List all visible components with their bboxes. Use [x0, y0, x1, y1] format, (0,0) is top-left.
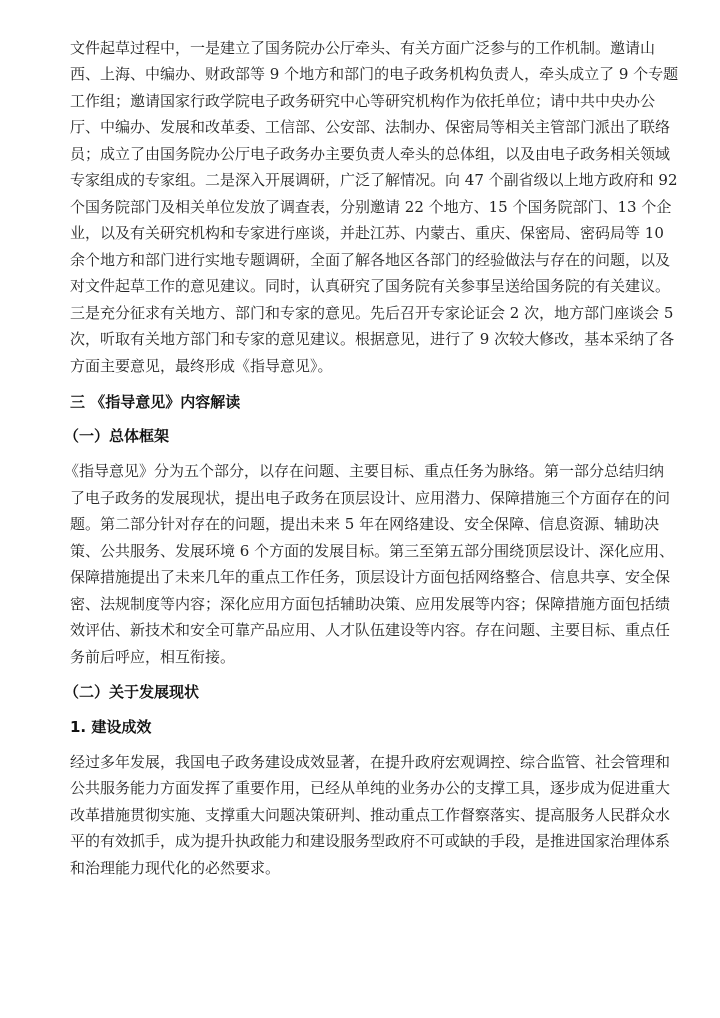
text-line: 效评估、新技术和安全可靠产品应用、人才队伍建设等内容。存在问题、主要目标、重点任: [70, 621, 671, 639]
section-heading: 三 《指导意见》内容解读: [70, 393, 241, 411]
text-line: 文件起草过程中，一是建立了国务院办公厅牵头、有关方面广泛参与的工作机制。邀请山: [70, 39, 656, 57]
text-line: 余个地方和部门进行实地专题调研，全面了解各地区各部门的经验做法与存在的问题，以及: [70, 251, 671, 269]
subsection-heading: （一）总体框架: [64, 427, 170, 445]
text-line: 次，听取有关地方部门和专家的意见建议。根据意见，进行了 9 次较大修改，基本采纳了各: [70, 330, 675, 348]
text-line: 对文件起草工作的意见建议。同时，认真研究了国务院有关参事呈送给国务院的有关建议。: [70, 277, 671, 295]
text-line: 员；成立了由国务院办公厅电子政务办主要负责人牵头的总体组，以及由电子政务相关领域: [70, 145, 671, 163]
text-line: 策、公共服务、发展环境 6 个方面的发展目标。第三至第五部分围绕顶层设计、深化应用、: [70, 542, 675, 560]
text-line: 方面主要意见，最终形成《指导意见》。: [70, 357, 333, 375]
text-line: 保障措施提出了未来几年的重点工作任务，顶层设计方面包括网络整合、信息共享、安全保: [70, 568, 671, 586]
text-line: 工作组；邀请国家行政学院电子政务研究中心等研究机构作为依托单位；请中共中央办公: [70, 92, 656, 110]
text-line: 公共服务能力方面发挥了重要作用，已经从单纯的业务办公的支撑工具，逐步成为促进重大: [70, 779, 671, 797]
text-line: 《指导意见》分为五个部分，以存在问题、主要目标、重点任务为脉络。第一部分总结归纳: [64, 462, 665, 480]
text-line: 厅、中编办、发展和改革委、工信部、公安部、法制办、保密局等相关主管部门派出了联络: [70, 118, 671, 136]
text-line: 业，以及有关研究机构和专家进行座谈，并赴江苏、内蒙古、重庆、保密局、密码局等 10: [70, 224, 664, 242]
text-line: 经过多年发展，我国电子政务建设成效显著，在提升政府宏观调控、综合监管、社会管理和: [70, 753, 671, 771]
text-line: 平的有效抓手，成为提升执政能力和建设服务型政府不可或缺的手段，是推进国家治理体系: [70, 832, 671, 850]
text-line: 密、法规制度等内容；深化应用方面包括辅助决策、应用发展等内容；保障措施方面包括绩: [70, 595, 671, 613]
text-line: 专家组成的专家组。二是深入开展调研，广泛了解情况。向 47 个副省级以上地方政府和 92: [70, 171, 678, 189]
text-line: 了电子政务的发展现状，提出电子政务在顶层设计、应用潜力、保障措施三个方面存在的问: [70, 489, 671, 507]
text-line: 题。第二部分针对存在的问题，提出未来 5 年在网络建设、安全保障、信息资源、辅助决: [70, 515, 660, 533]
text-line: 改革措施贯彻实施、支撑重大问题决策研判、推动重点工作督察落实、提高服务人民群众水: [70, 806, 671, 824]
text-line: 务前后呼应，相互衔接。: [70, 648, 236, 666]
subsection-heading: （二）关于发展现状: [64, 683, 200, 701]
text-line: 和治理能力现代化的必然要求。: [70, 859, 281, 877]
item-heading: 1. 建设成效: [70, 718, 152, 736]
text-line: 西、上海、中编办、财政部等 9 个地方和部门的电子政务机构负责人，牵头成立了 9 个专题: [70, 65, 679, 83]
text-line: 三是充分征求有关地方、部门和专家的意见。先后召开专家论证会 2 次，地方部门座谈会 5: [70, 304, 674, 322]
text-line: 个国务院部门及相关单位发放了调查表，分别邀请 22 个地方、15 个国务院部门、13 个企: [70, 198, 672, 216]
